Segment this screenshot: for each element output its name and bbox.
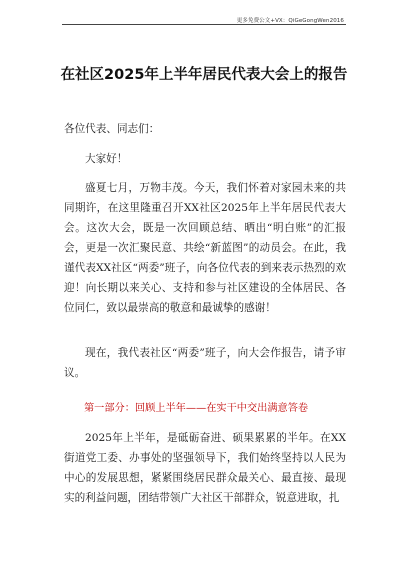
- paragraph-report-intro: 现在，我代表社区“两委”班子，向大会作报告，请予审议。: [64, 347, 346, 379]
- section-heading-part-one: 第一部分：回顾上半年——在实干中交出满意答卷: [84, 403, 309, 414]
- document-title: 在社区2025年上半年居民代表大会上的报告: [60, 67, 348, 83]
- paragraph-opening: 盛夏七月，万物丰茂。今天，我们怀着对家园未来的共同期许，在这里隆重召开XX社区2025年上半年居民代表大会。这次大会，既是一次回顾总结、晒出“明白账”的汇报会，更是一次汇聚民意、共绘“新蓝图”的动员会。在此，我谨代表XX社区“两委”班子，向各位代表的到来表示热烈的欢迎！向长期以来关心、支持和参与社区建设的全体居民、各位同仁，致以最崇高的敬意和最诚挚的感谢！: [64, 182, 346, 314]
- header-divider: [62, 24, 346, 25]
- salutation: 各位代表、同志们：: [64, 123, 160, 135]
- header-note: 更多免费公文+VX：QiGeGongWen2016: [236, 18, 344, 24]
- paragraph-review: 2025年上半年，是砥砺奋进、硕果累累的半年。在XX街道党工委、办事处的坚强领导下，我们始终坚持以人民为中心的发展思想，紧紧围绕居民群众最关心、最直接、最现实的利益问题，团结带领广大社区干部群众，锐意进取，扎: [64, 432, 346, 504]
- greeting: 大家好！: [85, 153, 128, 165]
